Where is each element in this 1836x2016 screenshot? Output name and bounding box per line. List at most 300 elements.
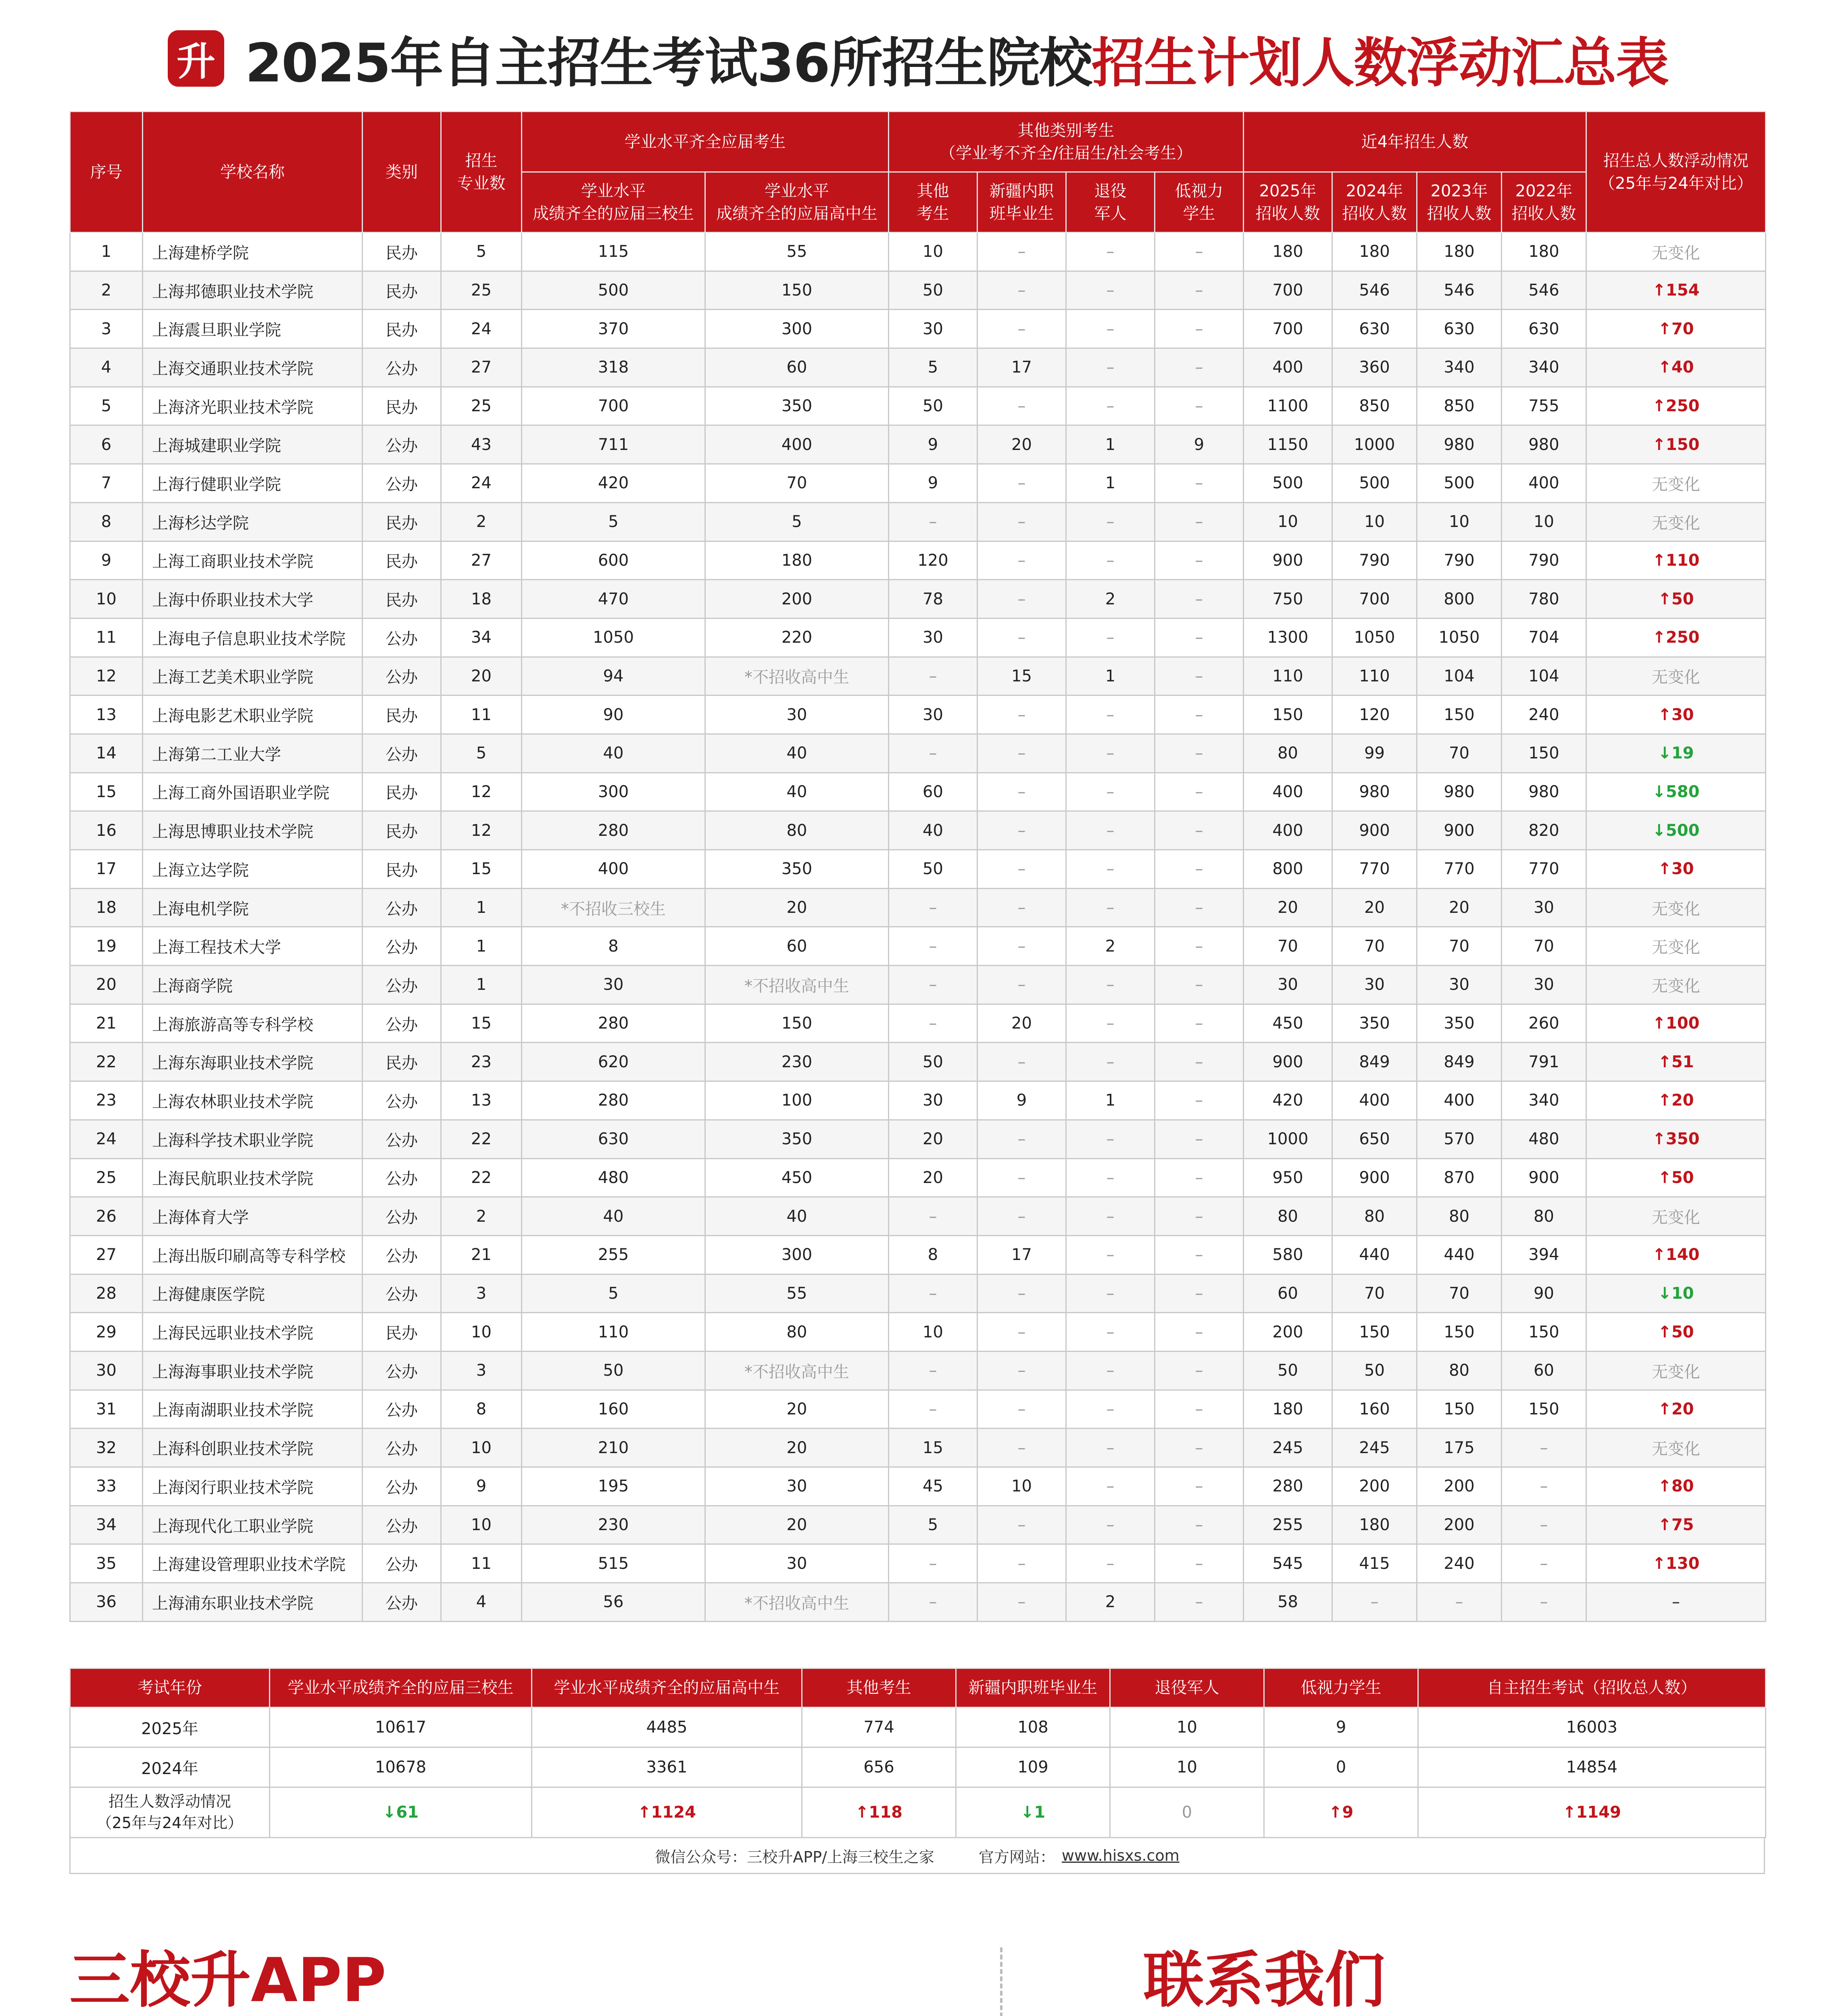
cell-veteran: –: [1066, 387, 1155, 425]
cell-xinjiang: –: [977, 387, 1066, 425]
cell-school: 上海旅游高等专科学校: [143, 1004, 363, 1043]
cell-y2023: 150: [1417, 1313, 1502, 1352]
cell-y2022: 400: [1502, 464, 1586, 503]
cell-category: 民办: [363, 310, 441, 348]
cell-majors: 25: [441, 271, 522, 310]
cell-seq: 12: [70, 657, 143, 696]
cell-y2023: 104: [1417, 657, 1502, 696]
cell-sanxiao: 195: [522, 1467, 705, 1506]
cell-lowvision: –: [1155, 1081, 1244, 1120]
cell-veteran: –: [1066, 1274, 1155, 1313]
cell-category: 公办: [363, 464, 441, 503]
cell-y2023: –: [1417, 1583, 1502, 1622]
cell-y2024: 770: [1332, 850, 1417, 889]
cell-xinjiang: –: [977, 1158, 1066, 1197]
cell-school: 上海健康医学院: [143, 1274, 363, 1313]
cell-xinjiang: –: [977, 1351, 1066, 1390]
cell-other: 15: [889, 1429, 977, 1467]
cell-y2025: 700: [1244, 271, 1332, 310]
cell-xinjiang: –: [977, 541, 1066, 580]
cell-y2024: 245: [1332, 1429, 1417, 1467]
cell-veteran: –: [1066, 233, 1155, 271]
cell-sanxiao: 700: [522, 387, 705, 425]
cell-sanxiao: *不招收三校生: [522, 888, 705, 927]
cell-gaozhong: 30: [705, 1467, 889, 1506]
cell-y2025: 200: [1244, 1313, 1332, 1352]
cell-y2025: 400: [1244, 773, 1332, 811]
cell-seq: 33: [70, 1467, 143, 1506]
cell-y2022: 260: [1502, 1004, 1586, 1043]
summary-col-4: 新疆内职班毕业生: [956, 1668, 1110, 1708]
table-row: [70, 1429, 1766, 1467]
cell-sanxiao: 318: [522, 348, 705, 387]
cell-majors: 11: [441, 1544, 522, 1583]
cell-gaozhong: 40: [705, 1197, 889, 1236]
cell-y2022: 790: [1502, 541, 1586, 580]
cell-float: ↑140: [1586, 1235, 1766, 1274]
cell-veteran: –: [1066, 1313, 1155, 1352]
cell-y2022: 630: [1502, 310, 1586, 348]
cell-y2022: 60: [1502, 1351, 1586, 1390]
cell-majors: 9: [441, 1467, 522, 1506]
brand-title: 三校升APP: [69, 1945, 386, 2016]
cell-other: 20: [889, 1158, 977, 1197]
cell-lowvision: –: [1155, 580, 1244, 619]
cell-category: 公办: [363, 1390, 441, 1429]
cell-gaozhong: *不招收高中生: [705, 966, 889, 1004]
cell-seq: 3: [70, 310, 143, 348]
cell-category: 民办: [363, 271, 441, 310]
float-label: 招生人数浮动情况 （25年与24年对比）: [70, 1787, 270, 1838]
cell-y2024: 400: [1332, 1081, 1417, 1120]
summary-value: 10: [1110, 1708, 1264, 1747]
cell-sanxiao: 255: [522, 1235, 705, 1274]
cell-category: 民办: [363, 233, 441, 271]
cell-y2025: 255: [1244, 1506, 1332, 1544]
col-school: 学校名称: [143, 112, 363, 233]
cell-veteran: –: [1066, 1351, 1155, 1390]
cell-majors: 25: [441, 387, 522, 425]
cell-y2024: 160: [1332, 1390, 1417, 1429]
cell-category: 公办: [363, 1197, 441, 1236]
cell-y2023: 30: [1417, 966, 1502, 1004]
summary-col-0: 考试年份: [70, 1668, 270, 1708]
cell-float: ↓580: [1586, 773, 1766, 811]
cell-sanxiao: 56: [522, 1583, 705, 1622]
cell-other: 20: [889, 1120, 977, 1158]
cell-y2023: 790: [1417, 541, 1502, 580]
cell-majors: 10: [441, 1506, 522, 1544]
cell-y2022: 770: [1502, 850, 1586, 889]
cell-sanxiao: 50: [522, 1351, 705, 1390]
cell-sanxiao: 370: [522, 310, 705, 348]
summary-value: 109: [956, 1747, 1110, 1787]
cell-category: 公办: [363, 657, 441, 696]
cell-y2023: 849: [1417, 1043, 1502, 1081]
cell-y2025: 1150: [1244, 425, 1332, 464]
table-row: [70, 1313, 1766, 1352]
cell-xinjiang: –: [977, 850, 1066, 889]
cell-lowvision: –: [1155, 310, 1244, 348]
cell-xinjiang: –: [977, 233, 1066, 271]
cell-majors: 1: [441, 888, 522, 927]
cell-y2023: 900: [1417, 811, 1502, 850]
cell-lowvision: –: [1155, 1583, 1244, 1622]
cell-y2024: 700: [1332, 580, 1417, 619]
cell-majors: 2: [441, 502, 522, 541]
cell-y2023: 200: [1417, 1506, 1502, 1544]
cell-school: 上海行健职业学院: [143, 464, 363, 503]
cell-veteran: –: [1066, 1429, 1155, 1467]
cell-category: 公办: [363, 1004, 441, 1043]
cell-y2024: 150: [1332, 1313, 1417, 1352]
cell-xinjiang: 15: [977, 657, 1066, 696]
table-row: [70, 1004, 1766, 1043]
cell-y2022: –: [1502, 1506, 1586, 1544]
cell-xinjiang: –: [977, 1583, 1066, 1622]
table-row: [70, 502, 1766, 541]
cell-gaozhong: 70: [705, 464, 889, 503]
cell-veteran: –: [1066, 348, 1155, 387]
cell-y2022: 900: [1502, 1158, 1586, 1197]
cell-y2025: 80: [1244, 1197, 1332, 1236]
cell-y2024: 900: [1332, 1158, 1417, 1197]
col-majors: 招生 专业数: [441, 112, 522, 233]
cell-category: 公办: [363, 966, 441, 1004]
cell-float: ↑20: [1586, 1390, 1766, 1429]
cell-veteran: –: [1066, 1390, 1155, 1429]
col-sanxiao: 学业水平 成绩齐全的应届三校生: [522, 172, 705, 233]
cell-category: 公办: [363, 734, 441, 773]
title-black: 2025年自主招生考试36所招生院校: [245, 32, 1092, 94]
cell-y2025: 10: [1244, 502, 1332, 541]
summary-value: 3361: [532, 1747, 802, 1787]
cell-majors: 10: [441, 1429, 522, 1467]
cell-other: 30: [889, 618, 977, 657]
col-lowvision: 低视力 学生: [1155, 172, 1244, 233]
cell-xinjiang: –: [977, 811, 1066, 850]
cell-other: –: [889, 1274, 977, 1313]
cell-category: 民办: [363, 850, 441, 889]
cell-veteran: –: [1066, 734, 1155, 773]
cell-gaozhong: 150: [705, 271, 889, 310]
cell-school: 上海工艺美术职业学院: [143, 657, 363, 696]
cell-other: –: [889, 927, 977, 966]
cell-other: –: [889, 1583, 977, 1622]
cell-majors: 20: [441, 657, 522, 696]
cell-lowvision: –: [1155, 464, 1244, 503]
cell-lowvision: –: [1155, 348, 1244, 387]
cell-y2023: 200: [1417, 1467, 1502, 1506]
cell-category: 民办: [363, 696, 441, 734]
cell-sanxiao: 480: [522, 1158, 705, 1197]
cell-float: 无变化: [1586, 464, 1766, 503]
cell-y2023: 70: [1417, 734, 1502, 773]
table-row: [70, 1235, 1766, 1274]
cell-seq: 36: [70, 1583, 143, 1622]
cell-school: 上海建桥学院: [143, 233, 363, 271]
table-row: [70, 1197, 1766, 1236]
cell-category: 公办: [363, 1081, 441, 1120]
cell-lowvision: –: [1155, 811, 1244, 850]
cell-majors: 15: [441, 1004, 522, 1043]
page-header: [0, 12, 1836, 105]
page-title: [245, 20, 1668, 97]
cell-sanxiao: 5: [522, 502, 705, 541]
cell-y2025: 420: [1244, 1081, 1332, 1120]
website-link[interactable]: www.hisxs.com: [1061, 1847, 1180, 1864]
cell-category: 民办: [363, 541, 441, 580]
summary-row: [70, 1708, 1766, 1747]
cell-lowvision: –: [1155, 657, 1244, 696]
cell-float: ↑30: [1586, 696, 1766, 734]
cell-y2024: 180: [1332, 1506, 1417, 1544]
table-row: [70, 580, 1766, 619]
cell-category: 民办: [363, 580, 441, 619]
cell-sanxiao: 40: [522, 1197, 705, 1236]
cell-veteran: 2: [1066, 1583, 1155, 1622]
cell-other: –: [889, 888, 977, 927]
cell-y2023: 770: [1417, 850, 1502, 889]
cell-gaozhong: 30: [705, 1544, 889, 1583]
cell-y2025: 60: [1244, 1274, 1332, 1313]
summary-float-value: ↑1124: [532, 1787, 802, 1838]
cell-y2024: 180: [1332, 233, 1417, 271]
cell-lowvision: –: [1155, 1274, 1244, 1313]
cell-lowvision: –: [1155, 618, 1244, 657]
cell-y2022: 240: [1502, 696, 1586, 734]
table-row: [70, 657, 1766, 696]
summary-col-5: 退役军人: [1110, 1668, 1264, 1708]
cell-y2022: 30: [1502, 888, 1586, 927]
cell-y2022: 704: [1502, 618, 1586, 657]
cell-school: 上海出版印刷高等专科学校: [143, 1235, 363, 1274]
cell-y2023: 980: [1417, 773, 1502, 811]
cell-seq: 16: [70, 811, 143, 850]
cell-school: 上海体育大学: [143, 1197, 363, 1236]
table-row: [70, 850, 1766, 889]
cell-y2022: 80: [1502, 1197, 1586, 1236]
cell-lowvision: –: [1155, 1004, 1244, 1043]
group-other: 其他类别考生 （学业考不齐全/往届生/社会考生）: [889, 112, 1244, 172]
cell-gaozhong: 40: [705, 773, 889, 811]
summary-value: 4485: [532, 1708, 802, 1747]
cell-xinjiang: 20: [977, 1004, 1066, 1043]
cell-float: ↑154: [1586, 271, 1766, 310]
cell-float: ↑350: [1586, 1120, 1766, 1158]
cell-school: 上海科创职业技术学院: [143, 1429, 363, 1467]
cell-majors: 21: [441, 1235, 522, 1274]
cell-y2024: 30: [1332, 966, 1417, 1004]
cell-majors: 4: [441, 1583, 522, 1622]
table-row: [70, 1274, 1766, 1313]
cell-lowvision: –: [1155, 1429, 1244, 1467]
cell-y2023: 570: [1417, 1120, 1502, 1158]
cell-y2025: 900: [1244, 541, 1332, 580]
cell-y2025: 50: [1244, 1351, 1332, 1390]
cell-y2024: 70: [1332, 927, 1417, 966]
cell-school: 上海电机学院: [143, 888, 363, 927]
cell-seq: 9: [70, 541, 143, 580]
cell-category: 民办: [363, 1043, 441, 1081]
cell-y2023: 630: [1417, 310, 1502, 348]
cell-gaozhong: 200: [705, 580, 889, 619]
cell-school: 上海东海职业技术学院: [143, 1043, 363, 1081]
cell-y2025: 900: [1244, 1043, 1332, 1081]
cell-school: 上海济光职业技术学院: [143, 387, 363, 425]
cell-veteran: 2: [1066, 927, 1155, 966]
cell-sanxiao: 160: [522, 1390, 705, 1429]
group-4yr: 近4年招生人数: [1244, 112, 1586, 172]
cell-lowvision: –: [1155, 1544, 1244, 1583]
cell-school: 上海立达学院: [143, 850, 363, 889]
cell-category: 公办: [363, 927, 441, 966]
cell-lowvision: –: [1155, 1506, 1244, 1544]
cell-seq: 18: [70, 888, 143, 927]
cell-float: ↓500: [1586, 811, 1766, 850]
cell-y2024: 980: [1332, 773, 1417, 811]
cell-float: ↑50: [1586, 1158, 1766, 1197]
cell-school: 上海浦东职业技术学院: [143, 1583, 363, 1622]
cell-other: –: [889, 1004, 977, 1043]
section-divider: [1000, 1947, 1002, 2016]
cell-other: 10: [889, 233, 977, 271]
cell-other: –: [889, 1390, 977, 1429]
cell-other: 50: [889, 850, 977, 889]
cell-veteran: –: [1066, 773, 1155, 811]
enrollment-table: [69, 111, 1765, 1622]
cell-y2022: 394: [1502, 1235, 1586, 1274]
cell-school: 上海工商职业技术学院: [143, 541, 363, 580]
cell-gaozhong: *不招收高中生: [705, 1351, 889, 1390]
table-row: [70, 888, 1766, 927]
cell-y2024: 650: [1332, 1120, 1417, 1158]
cell-veteran: –: [1066, 888, 1155, 927]
cell-gaozhong: 55: [705, 1274, 889, 1313]
cell-majors: 34: [441, 618, 522, 657]
cell-float: –: [1586, 1583, 1766, 1622]
cell-y2023: 80: [1417, 1351, 1502, 1390]
cell-sanxiao: 600: [522, 541, 705, 580]
cell-float: ↑80: [1586, 1467, 1766, 1506]
cell-veteran: –: [1066, 1197, 1155, 1236]
cell-y2023: 440: [1417, 1235, 1502, 1274]
cell-y2023: 546: [1417, 271, 1502, 310]
cell-gaozhong: 450: [705, 1158, 889, 1197]
cell-school: 上海现代化工职业学院: [143, 1506, 363, 1544]
cell-seq: 15: [70, 773, 143, 811]
cell-xinjiang: –: [977, 1506, 1066, 1544]
cell-y2023: 10: [1417, 502, 1502, 541]
cell-y2025: 450: [1244, 1004, 1332, 1043]
cell-seq: 30: [70, 1351, 143, 1390]
table-row: [70, 310, 1766, 348]
cell-gaozhong: 20: [705, 888, 889, 927]
cell-xinjiang: 10: [977, 1467, 1066, 1506]
cell-other: 9: [889, 464, 977, 503]
cell-xinjiang: 9: [977, 1081, 1066, 1120]
cell-seq: 19: [70, 927, 143, 966]
cell-xinjiang: –: [977, 696, 1066, 734]
cell-float: ↑250: [1586, 387, 1766, 425]
cell-other: –: [889, 657, 977, 696]
cell-gaozhong: 300: [705, 310, 889, 348]
cell-y2022: 980: [1502, 425, 1586, 464]
cell-gaozhong: 350: [705, 387, 889, 425]
cell-majors: 27: [441, 541, 522, 580]
cell-school: 上海电影艺术职业学院: [143, 696, 363, 734]
cell-xinjiang: –: [977, 1197, 1066, 1236]
table-row: [70, 966, 1766, 1004]
cell-other: –: [889, 502, 977, 541]
cell-sanxiao: 470: [522, 580, 705, 619]
cell-float: ↑75: [1586, 1506, 1766, 1544]
cell-seq: 31: [70, 1390, 143, 1429]
cell-seq: 17: [70, 850, 143, 889]
table-row: [70, 233, 1766, 271]
cell-y2024: 350: [1332, 1004, 1417, 1043]
cell-sanxiao: 300: [522, 773, 705, 811]
cell-sanxiao: 280: [522, 811, 705, 850]
cell-majors: 24: [441, 464, 522, 503]
cell-gaozhong: 300: [705, 1235, 889, 1274]
cell-school: 上海农林职业技术学院: [143, 1081, 363, 1120]
summary-float-value: 0: [1110, 1787, 1264, 1838]
cell-category: 公办: [363, 348, 441, 387]
cell-y2022: 104: [1502, 657, 1586, 696]
cell-float: ↑30: [1586, 850, 1766, 889]
cell-veteran: –: [1066, 1235, 1155, 1274]
cell-y2022: 755: [1502, 387, 1586, 425]
cell-y2024: 20: [1332, 888, 1417, 927]
cell-sanxiao: 400: [522, 850, 705, 889]
cell-seq: 34: [70, 1506, 143, 1544]
cell-sanxiao: 8: [522, 927, 705, 966]
cell-veteran: –: [1066, 1544, 1155, 1583]
cell-other: 45: [889, 1467, 977, 1506]
cell-veteran: –: [1066, 850, 1155, 889]
cell-gaozhong: *不招收高中生: [705, 1583, 889, 1622]
cell-seq: 14: [70, 734, 143, 773]
cell-majors: 10: [441, 1313, 522, 1352]
cell-majors: 22: [441, 1158, 522, 1197]
cell-y2024: 10: [1332, 502, 1417, 541]
cell-lowvision: –: [1155, 1467, 1244, 1506]
cell-majors: 24: [441, 310, 522, 348]
cell-gaozhong: 80: [705, 811, 889, 850]
cell-category: 公办: [363, 1274, 441, 1313]
cell-y2023: 80: [1417, 1197, 1502, 1236]
cell-xinjiang: –: [977, 966, 1066, 1004]
cell-school: 上海商学院: [143, 966, 363, 1004]
cell-veteran: –: [1066, 541, 1155, 580]
cell-float: ↑51: [1586, 1043, 1766, 1081]
cell-majors: 27: [441, 348, 522, 387]
cell-lowvision: –: [1155, 1158, 1244, 1197]
cell-float: ↑130: [1586, 1544, 1766, 1583]
cell-float: ↓19: [1586, 734, 1766, 773]
cell-xinjiang: –: [977, 734, 1066, 773]
cell-majors: 1: [441, 927, 522, 966]
cell-y2024: 850: [1332, 387, 1417, 425]
title-red: 招生计划人数浮动汇总表: [1092, 32, 1669, 94]
brand-logo-icon: 升: [168, 30, 224, 87]
cell-lowvision: –: [1155, 850, 1244, 889]
cell-xinjiang: –: [977, 1120, 1066, 1158]
cell-y2023: 850: [1417, 387, 1502, 425]
cell-lowvision: –: [1155, 502, 1244, 541]
summary-col-6: 低视力学生: [1264, 1668, 1418, 1708]
